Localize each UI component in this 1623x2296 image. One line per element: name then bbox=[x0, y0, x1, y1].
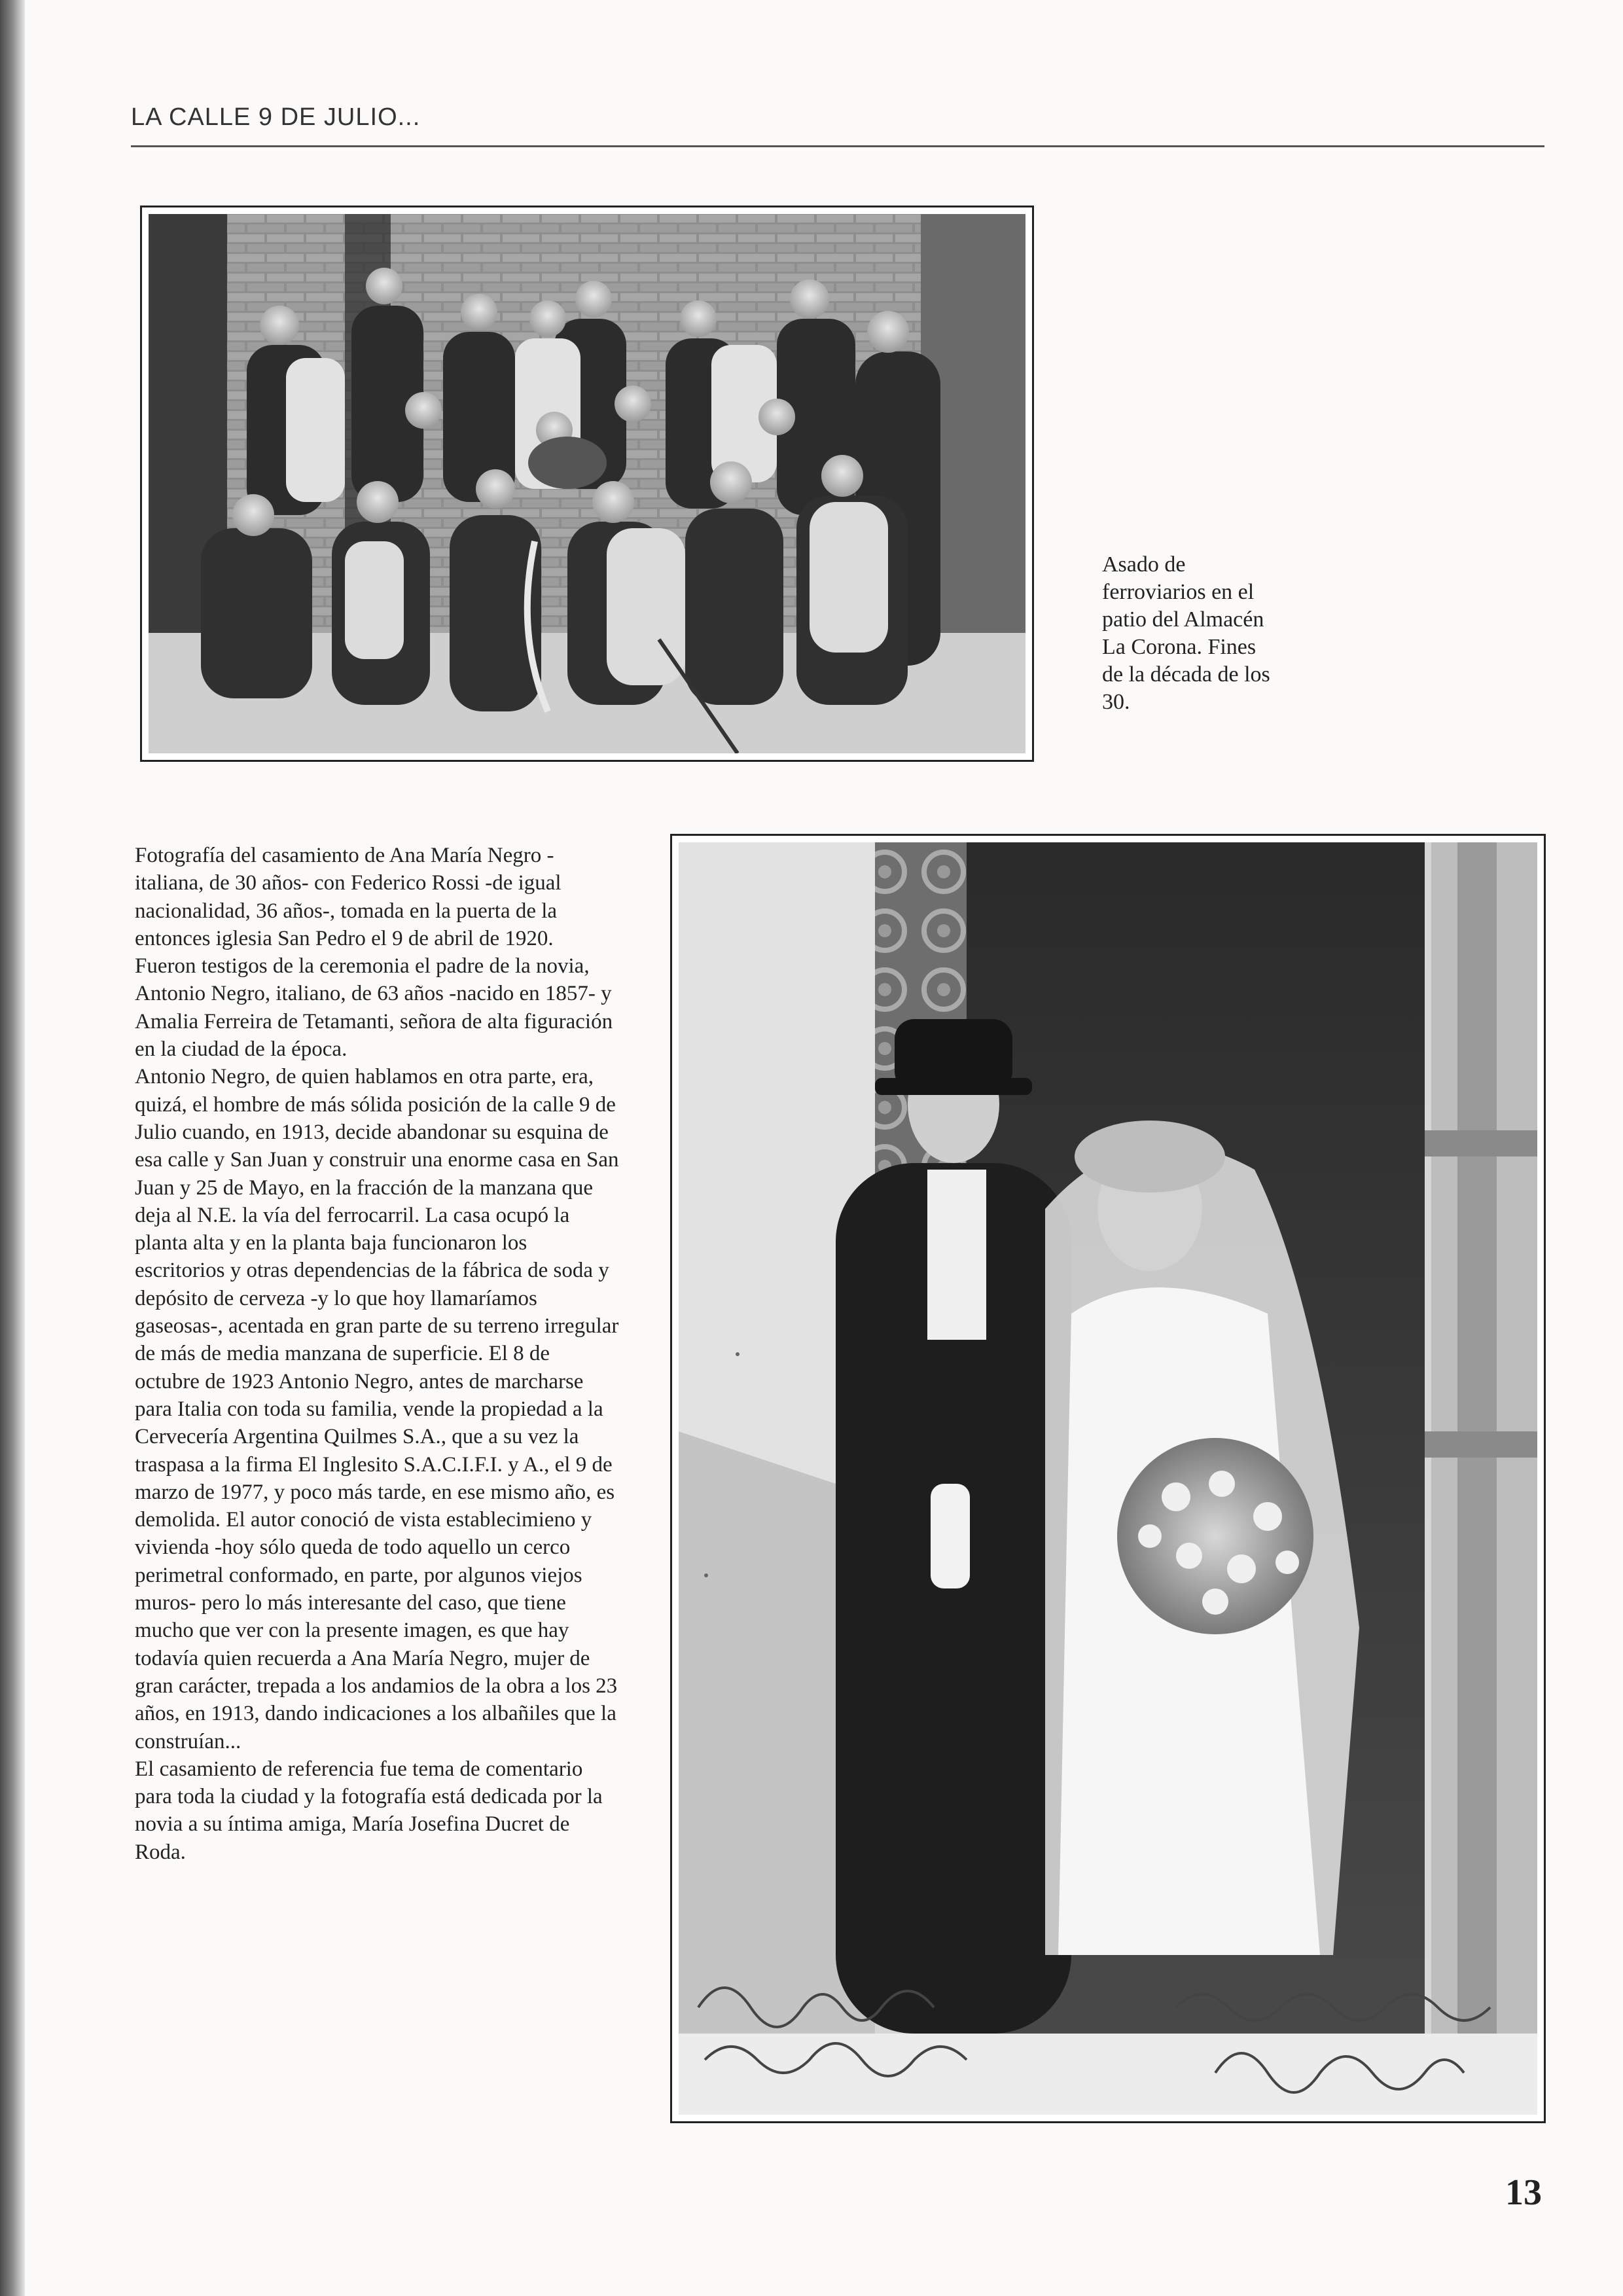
header-rule bbox=[131, 145, 1544, 147]
paragraph-2: Antonio Negro, de quien hablamos en otra parte, era, quizá, el hombre de más sólida posición de la calle 9 de Julio cuando, en 1913, decide abandonar su esquina de esa calle y San Juan y construir una enorme casa en San Juan y 25 de Mayo, en la fracción de la manzana que deja al N.E. la vía del ferrocarril. La casa ocupó la planta alta y en la planta baja funcionaron los escritorios y otras dependencias de la fábrica de soda y depósito de cerveza -y lo que hoy llamaríamos gaseosas-, acentada en gran parte de su terreno irregular de más de media manzana de superficie. El 8 de octubre de 1923 Antonio Negro, antes de marcharse para Italia con toda su familia, vende la propiedad a la Cervecería Argentina Quilmes S.A., que a su vez la traspasa a la firma El Inglesito S.A.C.I.F.I. y A., el 9 de marzo de 1977, y poco más tarde, en ese mismo año, es demolida. El autor conoció de vista establecimieno y vivienda -hoy sólo queda de todo aquello un cerco perimetral conformado, en parte, por algunos viejos muros- pero lo más interesante del caso, que tiene mucho que ver con la presente imagen, es que hay todavía quien recuerda a Ana María Negro, mujer de gran carácter, trepada a los andamios de la obra a los 23 años, en 1913, dando indicaciones a los albañiles que la construían... bbox=[135, 1065, 619, 1753]
running-title: LA CALLE 9 DE JULIO... bbox=[131, 103, 421, 131]
scan-speck bbox=[736, 1352, 740, 1356]
photo-casamiento bbox=[670, 834, 1546, 2123]
wedding-photo-image bbox=[679, 842, 1537, 2115]
group-photo-image bbox=[149, 214, 1026, 753]
photo-asado-ferroviarios bbox=[140, 206, 1034, 762]
paragraph-3: El casamiento de referencia fue tema de comentario para toda la ciudad y la fotografía está dedicada por la novia a su íntima amiga, María Josefina Ducret de Roda. bbox=[135, 1757, 603, 1864]
article-body bbox=[135, 842, 619, 1866]
page-number: 13 bbox=[1505, 2172, 1542, 2213]
paragraph-1: Fotografía del casamiento de Ana María Negro -italiana, de 30 años- con Federico Rossi -de igual nacionalidad, 36 años-, tomada en la puerta de la entonces iglesia San Pedro el 9 de abril de 1920. Fueron testigos de la ceremonia el padre de la novia, Antonio Negro, italiano, de 63 años -nacido en 1857- y Amalia Ferreira de Tetamanti, señora de alta figuración en la ciudad de la época. bbox=[135, 844, 613, 1062]
photo-caption-asado: Asado de ferroviarios en el patio del Almacén La Corona. Fines de la década de los 30. bbox=[1102, 552, 1270, 714]
scan-edge bbox=[0, 0, 25, 2296]
scan-speck bbox=[704, 1573, 708, 1577]
